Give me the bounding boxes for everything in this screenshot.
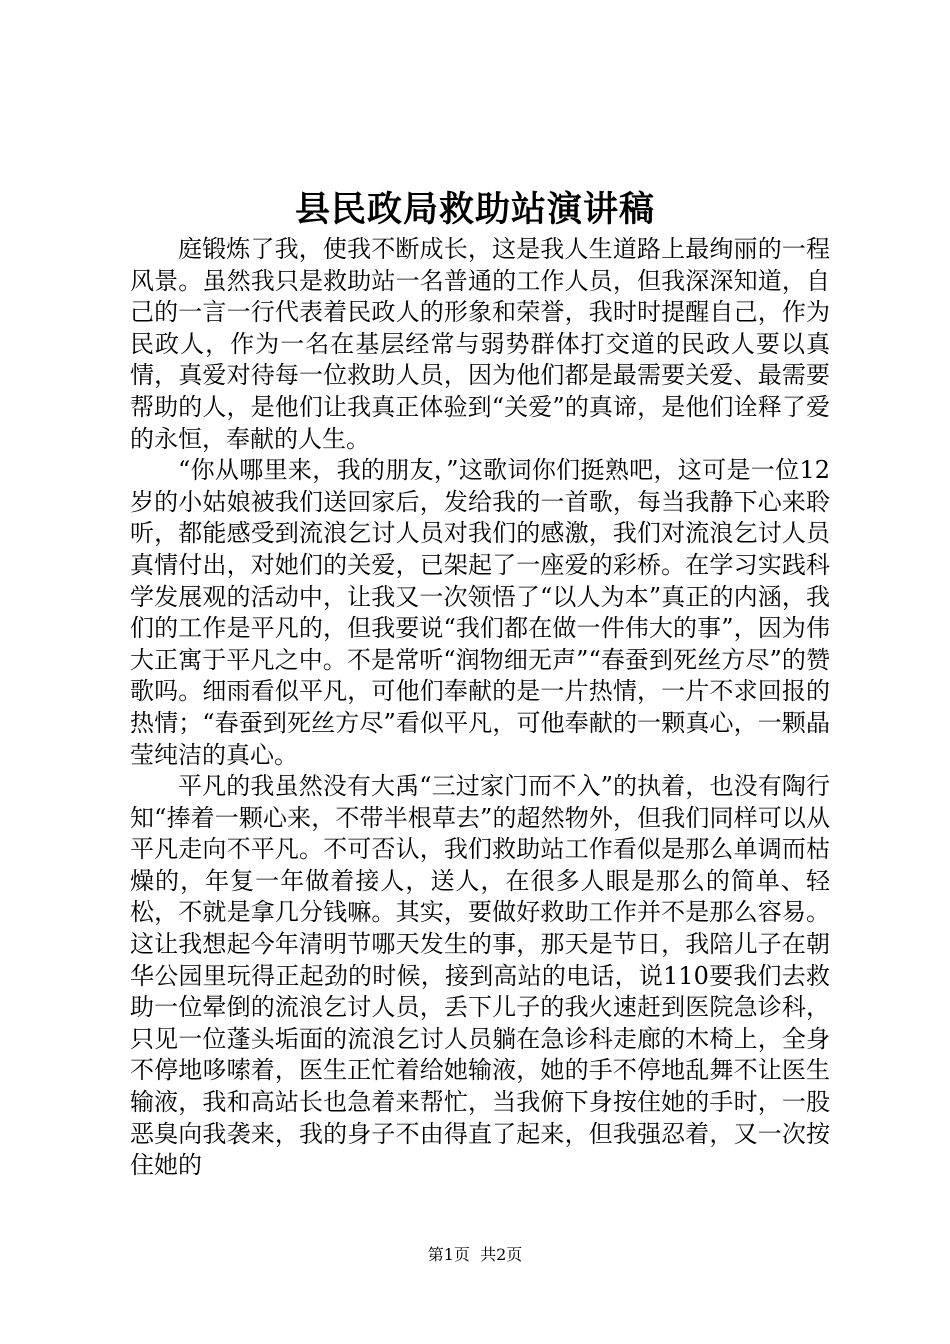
- paragraph: “你从哪里来，我的朋友，”这歌词你们挺熟吧，这可是一位12岁的小姑娘被我们送回家后，发给我的一首歌，每当我静下心来聆听，都能感受到流浪乞讨人员对我们的感激，我们对流浪乞讨人员真情付出，对她们的关爱，已架起了一座爱的彩桥。在学习实践科学发展观的活动中，让我又一次领悟了“以人为本”真正的内涵，我们的工作是平凡的，但我要说“我们都在做一件伟大的事”，因为伟大正寓于平凡之中。不是常听“润物细无声”“春蚕到死丝方尽”的赞歌吗。细雨看似平凡，可他们奉献的是一片热情，一片不求回报的热情；“春蚕到死丝方尽”看似平凡，可他奉献的一颗真心，一颗晶莹纯洁的真心。: [130, 456, 830, 769]
- document-title: 县民政局救助站演讲稿: [294, 189, 655, 230]
- page-number: 第1页: [427, 1245, 470, 1264]
- paragraph: 庭锻炼了我，使我不断成长，这是我人生道路上最绚丽的一程风景。虽然我只是救助站一名普通的工作人员，但我深深知道，自己的一言一行代表着民政人的形象和荣誉，我时时提醒自己，作为民政人，作为一名在基层经常与弱势群体打交道的民政人要以真情，真爱对待每一位救助人员，因为他们都是最需要关爱、最需要帮助的人，是他们让我真正体验到“关爱”的真谛，是他们诠释了爱的永恒，奉献的人生。: [130, 235, 830, 453]
- page-footer: [0, 1244, 950, 1266]
- paragraph: 平凡的我虽然没有大禹“三过家门而不入”的执着，也没有陶行知“捧着一颗心来，不带半根草去”的超然物外，但我们同样可以从平凡走向不平凡。不可否认，我们救助站工作看似是那么单调而枯燥的，年复一年做着接人，送人，在很多人眼是那么的简单、轻松，不就是拿几分钱嘛。其实，要做好救助工作并不是那么容易。这让我想起今年清明节哪天发生的事，那天是节日，我陪儿子在朝华公园里玩得正起劲的时候，接到高站的电话，说110要我们去救助一位晕倒的流浪乞讨人员，丢下儿子的我火速赶到医院急诊科，只见一位蓬头垢面的流浪乞讨人员躺在急诊科走廊的木椅上，全身不停地哆嗦着，医生正忙着给她输液，她的手不停地乱舞不让医生输液，我和高站长也急着来帮忙，当我俯下身按住她的手时，一股恶臭向我袭来，我的身子不由得直了起来，但我强忍着，又一次按住她的: [130, 772, 830, 1180]
- document-body: [130, 234, 830, 1182]
- page-total: 共2页: [480, 1245, 523, 1264]
